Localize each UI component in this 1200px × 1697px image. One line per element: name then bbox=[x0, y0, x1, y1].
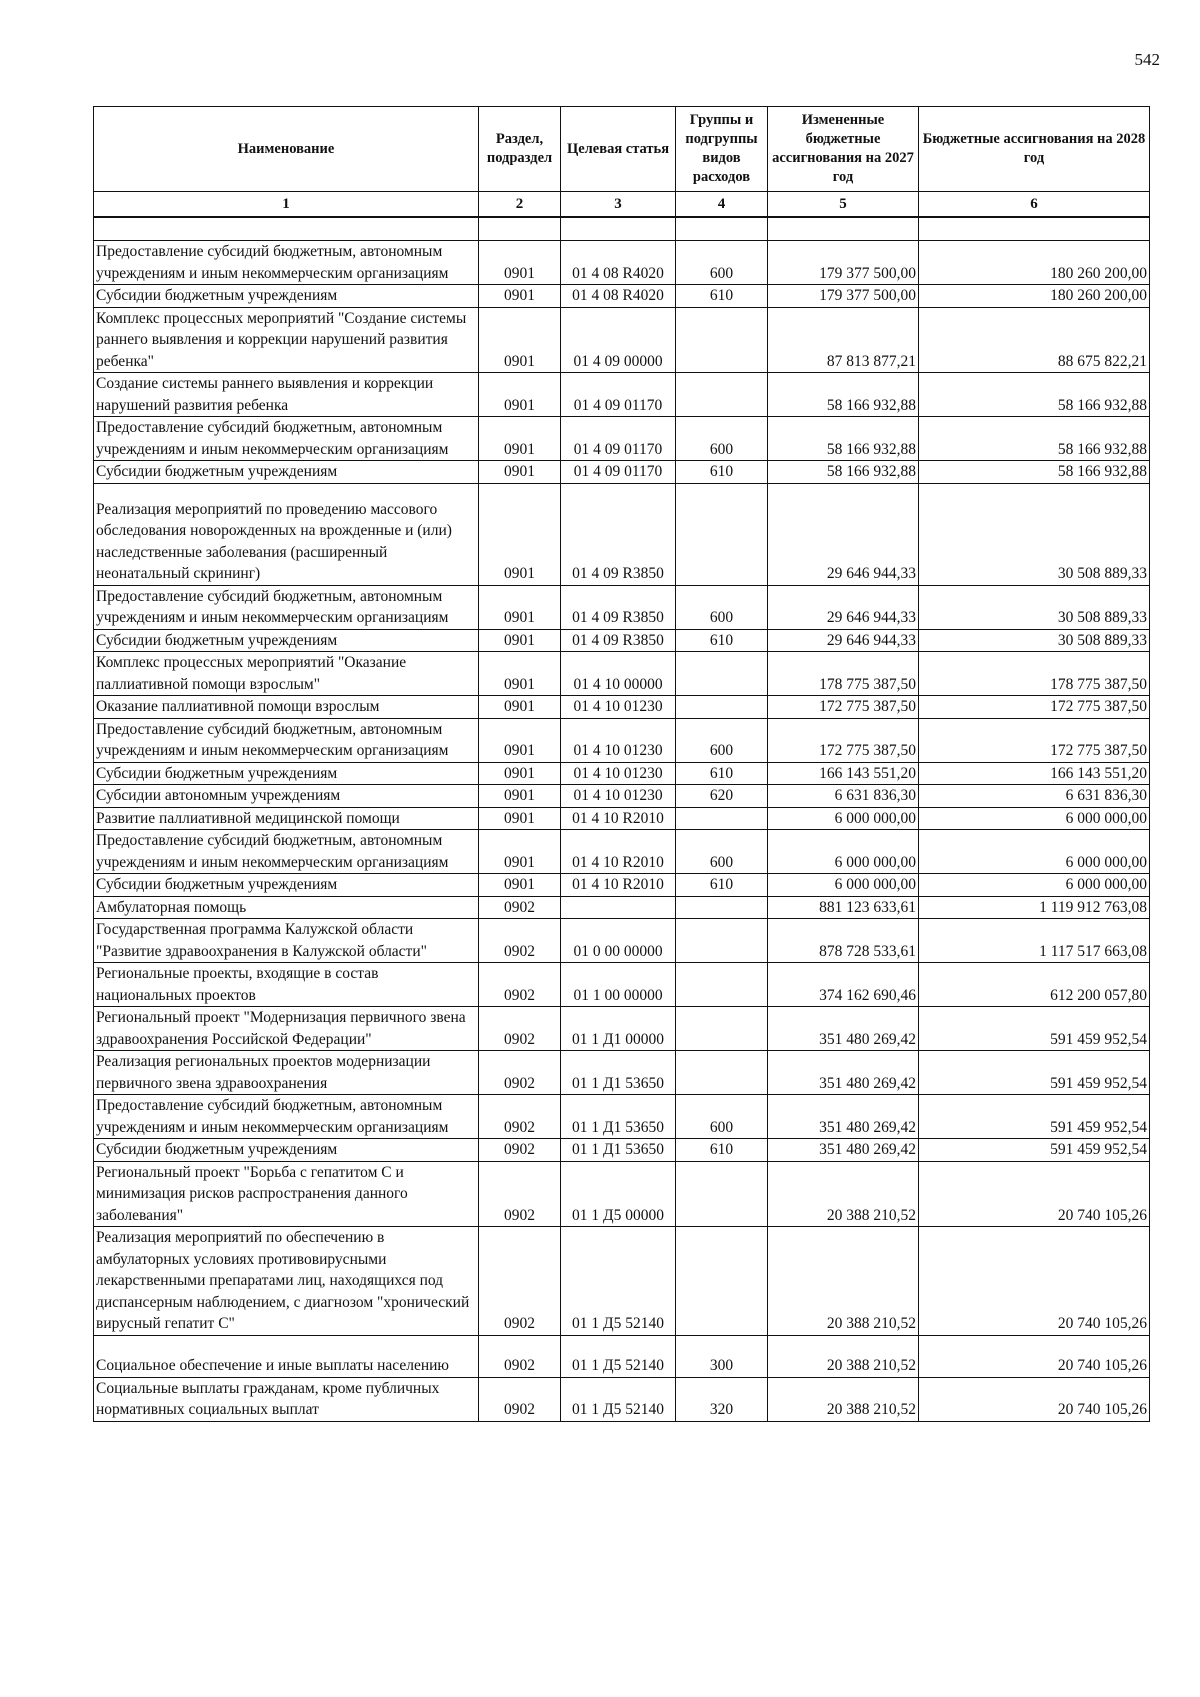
row-target: 01 4 10 R2010 bbox=[561, 830, 676, 874]
table-row bbox=[94, 307, 1150, 373]
row-name: Субсидии бюджетным учреждениям bbox=[94, 285, 479, 308]
row-group: 600 bbox=[676, 830, 768, 874]
row-group bbox=[676, 807, 768, 830]
table-row bbox=[94, 718, 1150, 762]
row-amount-2028: 1 119 912 763,08 bbox=[919, 896, 1150, 919]
row-name: Реализация мероприятий по обеспечению в амбулаторных условиях противовирусными лекарственными препаратами лиц, находящихся под диспансерным наблюдением, с диагнозом "хронический вирусный гепатит С" bbox=[94, 1227, 479, 1336]
column-number: 3 bbox=[561, 192, 676, 218]
row-section: 0902 bbox=[479, 896, 561, 919]
header-section: Раздел, подраздел bbox=[479, 107, 561, 192]
spacer-cell bbox=[768, 217, 919, 241]
table-row bbox=[94, 1095, 1150, 1139]
row-amount-2028: 180 260 200,00 bbox=[919, 285, 1150, 308]
column-number: 4 bbox=[676, 192, 768, 218]
table-row bbox=[94, 696, 1150, 719]
table-row bbox=[94, 1007, 1150, 1051]
row-amount-2028: 20 740 105,26 bbox=[919, 1227, 1150, 1336]
header-amount-2028: Бюджетные ассигнования на 2028 год bbox=[919, 107, 1150, 192]
table-row bbox=[94, 830, 1150, 874]
row-amount-2028: 612 200 057,80 bbox=[919, 963, 1150, 1007]
row-amount-2027: 351 480 269,42 bbox=[768, 1139, 919, 1162]
row-name: Региональные проекты, входящие в состав национальных проектов bbox=[94, 963, 479, 1007]
row-amount-2027: 351 480 269,42 bbox=[768, 1095, 919, 1139]
row-amount-2028: 172 775 387,50 bbox=[919, 718, 1150, 762]
row-section: 0902 bbox=[479, 1095, 561, 1139]
row-name: Государственная программа Калужской области "Развитие здравоохранения в Калужской области" bbox=[94, 919, 479, 963]
table-row bbox=[94, 417, 1150, 461]
row-amount-2027: 172 775 387,50 bbox=[768, 696, 919, 719]
row-section: 0901 bbox=[479, 461, 561, 484]
row-amount-2027: 351 480 269,42 bbox=[768, 1051, 919, 1095]
row-section: 0901 bbox=[479, 585, 561, 629]
table-row bbox=[94, 652, 1150, 696]
row-target: 01 4 09 R3850 bbox=[561, 483, 676, 585]
row-group: 600 bbox=[676, 241, 768, 285]
table-row bbox=[94, 373, 1150, 417]
row-target: 01 4 09 R3850 bbox=[561, 585, 676, 629]
table-row bbox=[94, 1051, 1150, 1095]
header-name: Наименование bbox=[94, 107, 479, 192]
row-group bbox=[676, 1007, 768, 1051]
row-amount-2027: 878 728 533,61 bbox=[768, 919, 919, 963]
spacer-cell bbox=[479, 217, 561, 241]
row-amount-2027: 29 646 944,33 bbox=[768, 483, 919, 585]
spacer-cell bbox=[676, 217, 768, 241]
row-amount-2028: 58 166 932,88 bbox=[919, 461, 1150, 484]
row-group bbox=[676, 483, 768, 585]
row-name: Региональный проект "Борьба с гепатитом С и минимизация рисков распространения данного заболевания" bbox=[94, 1161, 479, 1227]
row-target: 01 1 Д5 52140 bbox=[561, 1377, 676, 1421]
row-target: 01 1 Д1 00000 bbox=[561, 1007, 676, 1051]
row-name: Субсидии бюджетным учреждениям bbox=[94, 762, 479, 785]
row-amount-2028: 591 459 952,54 bbox=[919, 1095, 1150, 1139]
row-amount-2027: 58 166 932,88 bbox=[768, 373, 919, 417]
table-row bbox=[94, 241, 1150, 285]
row-amount-2028: 591 459 952,54 bbox=[919, 1139, 1150, 1162]
row-amount-2027: 58 166 932,88 bbox=[768, 417, 919, 461]
row-amount-2028: 6 000 000,00 bbox=[919, 874, 1150, 897]
row-section: 0901 bbox=[479, 373, 561, 417]
row-amount-2027: 58 166 932,88 bbox=[768, 461, 919, 484]
row-section: 0901 bbox=[479, 785, 561, 808]
row-amount-2028: 58 166 932,88 bbox=[919, 373, 1150, 417]
column-number: 2 bbox=[479, 192, 561, 218]
row-amount-2028: 6 000 000,00 bbox=[919, 807, 1150, 830]
row-section: 0902 bbox=[479, 1051, 561, 1095]
row-section: 0901 bbox=[479, 830, 561, 874]
table-row bbox=[94, 874, 1150, 897]
spacer-cell bbox=[919, 217, 1150, 241]
row-amount-2027: 6 000 000,00 bbox=[768, 807, 919, 830]
row-target: 01 4 10 01230 bbox=[561, 785, 676, 808]
row-target: 01 1 Д5 00000 bbox=[561, 1161, 676, 1227]
row-group: 620 bbox=[676, 785, 768, 808]
row-section: 0902 bbox=[479, 1335, 561, 1377]
row-name: Предоставление субсидий бюджетным, автономным учреждениям и иным некоммерческим организациям bbox=[94, 585, 479, 629]
row-target: 01 4 09 01170 bbox=[561, 373, 676, 417]
row-target: 01 4 09 00000 bbox=[561, 307, 676, 373]
row-section: 0901 bbox=[479, 807, 561, 830]
row-name: Предоставление субсидий бюджетным, автономным учреждениям и иным некоммерческим организациям bbox=[94, 718, 479, 762]
row-amount-2027: 178 775 387,50 bbox=[768, 652, 919, 696]
row-amount-2027: 20 388 210,52 bbox=[768, 1377, 919, 1421]
row-name: Региональный проект "Модернизация первичного звена здравоохранения Российской Федерации" bbox=[94, 1007, 479, 1051]
row-target: 01 1 Д1 53650 bbox=[561, 1095, 676, 1139]
spacer-row bbox=[94, 217, 1150, 241]
row-amount-2028: 20 740 105,26 bbox=[919, 1377, 1150, 1421]
row-group bbox=[676, 307, 768, 373]
row-amount-2028: 6 000 000,00 bbox=[919, 830, 1150, 874]
row-name: Развитие паллиативной медицинской помощи bbox=[94, 807, 479, 830]
row-section: 0901 bbox=[479, 285, 561, 308]
budget-table bbox=[93, 106, 1150, 1422]
row-target: 01 0 00 00000 bbox=[561, 919, 676, 963]
row-target: 01 1 Д1 53650 bbox=[561, 1139, 676, 1162]
table-row bbox=[94, 919, 1150, 963]
table-row bbox=[94, 1161, 1150, 1227]
row-name: Комплекс процессных мероприятий "Создание системы раннего выявления и коррекции нарушений развития ребенка" bbox=[94, 307, 479, 373]
table-row bbox=[94, 896, 1150, 919]
row-group bbox=[676, 896, 768, 919]
row-section: 0902 bbox=[479, 1161, 561, 1227]
row-amount-2028: 178 775 387,50 bbox=[919, 652, 1150, 696]
header-target: Целевая статья bbox=[561, 107, 676, 192]
row-section: 0901 bbox=[479, 483, 561, 585]
row-group: 600 bbox=[676, 718, 768, 762]
row-amount-2028: 30 508 889,33 bbox=[919, 483, 1150, 585]
row-name: Реализация региональных проектов модернизации первичного звена здравоохранения bbox=[94, 1051, 479, 1095]
row-amount-2027: 172 775 387,50 bbox=[768, 718, 919, 762]
table-body bbox=[94, 217, 1150, 1421]
table-row bbox=[94, 1335, 1150, 1377]
row-amount-2028: 172 775 387,50 bbox=[919, 696, 1150, 719]
row-amount-2027: 20 388 210,52 bbox=[768, 1227, 919, 1336]
row-section: 0902 bbox=[479, 1139, 561, 1162]
row-name: Предоставление субсидий бюджетным, автономным учреждениям и иным некоммерческим организациям bbox=[94, 1095, 479, 1139]
row-name: Субсидии автономным учреждениям bbox=[94, 785, 479, 808]
row-group: 300 bbox=[676, 1335, 768, 1377]
table-row bbox=[94, 1139, 1150, 1162]
table-row bbox=[94, 1227, 1150, 1336]
row-section: 0901 bbox=[479, 762, 561, 785]
row-amount-2027: 6 000 000,00 bbox=[768, 830, 919, 874]
row-target bbox=[561, 896, 676, 919]
table-row bbox=[94, 807, 1150, 830]
row-target: 01 4 10 01230 bbox=[561, 696, 676, 719]
row-amount-2028: 591 459 952,54 bbox=[919, 1051, 1150, 1095]
row-target: 01 4 08 R4020 bbox=[561, 285, 676, 308]
row-target: 01 4 10 01230 bbox=[561, 762, 676, 785]
table-row bbox=[94, 785, 1150, 808]
row-section: 0902 bbox=[479, 1377, 561, 1421]
row-group bbox=[676, 373, 768, 417]
row-name: Социальные выплаты гражданам, кроме публичных нормативных социальных выплат bbox=[94, 1377, 479, 1421]
row-name: Субсидии бюджетным учреждениям bbox=[94, 874, 479, 897]
row-name: Предоставление субсидий бюджетным, автономным учреждениям и иным некоммерческим организациям bbox=[94, 830, 479, 874]
row-amount-2027: 374 162 690,46 bbox=[768, 963, 919, 1007]
row-section: 0901 bbox=[479, 696, 561, 719]
row-amount-2027: 881 123 633,61 bbox=[768, 896, 919, 919]
row-target: 01 4 09 01170 bbox=[561, 461, 676, 484]
row-amount-2027: 29 646 944,33 bbox=[768, 629, 919, 652]
row-target: 01 4 10 00000 bbox=[561, 652, 676, 696]
table-row bbox=[94, 483, 1150, 585]
row-section: 0902 bbox=[479, 1007, 561, 1051]
row-group bbox=[676, 1227, 768, 1336]
row-group bbox=[676, 963, 768, 1007]
column-number: 1 bbox=[94, 192, 479, 218]
column-numbers-row bbox=[94, 192, 1150, 218]
spacer-cell bbox=[94, 217, 479, 241]
row-target: 01 1 Д5 52140 bbox=[561, 1227, 676, 1336]
row-amount-2028: 20 740 105,26 bbox=[919, 1161, 1150, 1227]
row-group: 610 bbox=[676, 874, 768, 897]
page-number: 542 bbox=[1134, 50, 1160, 69]
row-section: 0901 bbox=[479, 417, 561, 461]
row-section: 0902 bbox=[479, 963, 561, 1007]
row-section: 0901 bbox=[479, 307, 561, 373]
table-row bbox=[94, 585, 1150, 629]
row-amount-2027: 179 377 500,00 bbox=[768, 241, 919, 285]
row-name: Предоставление субсидий бюджетным, автономным учреждениям и иным некоммерческим организациям bbox=[94, 241, 479, 285]
row-group bbox=[676, 1161, 768, 1227]
row-amount-2028: 30 508 889,33 bbox=[919, 629, 1150, 652]
row-group: 610 bbox=[676, 762, 768, 785]
row-target: 01 1 Д5 52140 bbox=[561, 1335, 676, 1377]
row-target: 01 4 09 01170 bbox=[561, 417, 676, 461]
row-target: 01 4 10 R2010 bbox=[561, 874, 676, 897]
table-row bbox=[94, 629, 1150, 652]
row-name: Социальное обеспечение и иные выплаты населению bbox=[94, 1335, 479, 1377]
row-section: 0901 bbox=[479, 241, 561, 285]
row-group bbox=[676, 919, 768, 963]
table-row bbox=[94, 963, 1150, 1007]
row-amount-2028: 88 675 822,21 bbox=[919, 307, 1150, 373]
row-section: 0902 bbox=[479, 1227, 561, 1336]
row-name: Комплекс процессных мероприятий "Оказание паллиативной помощи взрослым" bbox=[94, 652, 479, 696]
row-section: 0901 bbox=[479, 629, 561, 652]
row-amount-2028: 58 166 932,88 bbox=[919, 417, 1150, 461]
row-target: 01 4 10 01230 bbox=[561, 718, 676, 762]
row-group: 600 bbox=[676, 1095, 768, 1139]
row-amount-2027: 351 480 269,42 bbox=[768, 1007, 919, 1051]
spacer-cell bbox=[561, 217, 676, 241]
header-group: Группы и подгруппы видов расходов bbox=[676, 107, 768, 192]
row-amount-2027: 179 377 500,00 bbox=[768, 285, 919, 308]
row-target: 01 4 08 R4020 bbox=[561, 241, 676, 285]
row-group: 610 bbox=[676, 461, 768, 484]
row-group bbox=[676, 1051, 768, 1095]
row-amount-2027: 20 388 210,52 bbox=[768, 1161, 919, 1227]
row-name: Субсидии бюджетным учреждениям bbox=[94, 461, 479, 484]
row-section: 0902 bbox=[479, 919, 561, 963]
row-group: 610 bbox=[676, 629, 768, 652]
row-section: 0901 bbox=[479, 874, 561, 897]
row-amount-2027: 6 000 000,00 bbox=[768, 874, 919, 897]
row-amount-2028: 180 260 200,00 bbox=[919, 241, 1150, 285]
row-name: Субсидии бюджетным учреждениям bbox=[94, 629, 479, 652]
row-section: 0901 bbox=[479, 718, 561, 762]
row-name: Создание системы раннего выявления и коррекции нарушений развития ребенка bbox=[94, 373, 479, 417]
row-amount-2027: 87 813 877,21 bbox=[768, 307, 919, 373]
table-row bbox=[94, 285, 1150, 308]
row-name: Амбулаторная помощь bbox=[94, 896, 479, 919]
row-amount-2027: 29 646 944,33 bbox=[768, 585, 919, 629]
row-group: 600 bbox=[676, 417, 768, 461]
row-target: 01 1 Д1 53650 bbox=[561, 1051, 676, 1095]
row-group: 600 bbox=[676, 585, 768, 629]
row-amount-2028: 591 459 952,54 bbox=[919, 1007, 1150, 1051]
header-amount-2027: Измененные бюджетные ассигнования на 2027 год bbox=[768, 107, 919, 192]
table-row bbox=[94, 762, 1150, 785]
row-amount-2028: 1 117 517 663,08 bbox=[919, 919, 1150, 963]
row-amount-2028: 20 740 105,26 bbox=[919, 1335, 1150, 1377]
row-target: 01 4 10 R2010 bbox=[561, 807, 676, 830]
row-target: 01 4 09 R3850 bbox=[561, 629, 676, 652]
table-row bbox=[94, 461, 1150, 484]
table-header-row bbox=[94, 107, 1150, 192]
row-group: 320 bbox=[676, 1377, 768, 1421]
row-amount-2027: 166 143 551,20 bbox=[768, 762, 919, 785]
row-group: 610 bbox=[676, 1139, 768, 1162]
row-name: Субсидии бюджетным учреждениям bbox=[94, 1139, 479, 1162]
row-amount-2028: 166 143 551,20 bbox=[919, 762, 1150, 785]
row-target: 01 1 00 00000 bbox=[561, 963, 676, 1007]
row-amount-2028: 30 508 889,33 bbox=[919, 585, 1150, 629]
row-section: 0901 bbox=[479, 652, 561, 696]
table-row bbox=[94, 1377, 1150, 1421]
row-name: Реализация мероприятий по проведению массового обследования новорожденных на врожденные и (или) наследственные заболевания (расширенный неонатальный скрининг) bbox=[94, 483, 479, 585]
row-amount-2028: 6 631 836,30 bbox=[919, 785, 1150, 808]
row-amount-2027: 6 631 836,30 bbox=[768, 785, 919, 808]
column-number: 6 bbox=[919, 192, 1150, 218]
row-group bbox=[676, 652, 768, 696]
row-group: 610 bbox=[676, 285, 768, 308]
row-name: Оказание паллиативной помощи взрослым bbox=[94, 696, 479, 719]
row-name: Предоставление субсидий бюджетным, автономным учреждениям и иным некоммерческим организациям bbox=[94, 417, 479, 461]
column-number: 5 bbox=[768, 192, 919, 218]
row-group bbox=[676, 696, 768, 719]
row-amount-2027: 20 388 210,52 bbox=[768, 1335, 919, 1377]
